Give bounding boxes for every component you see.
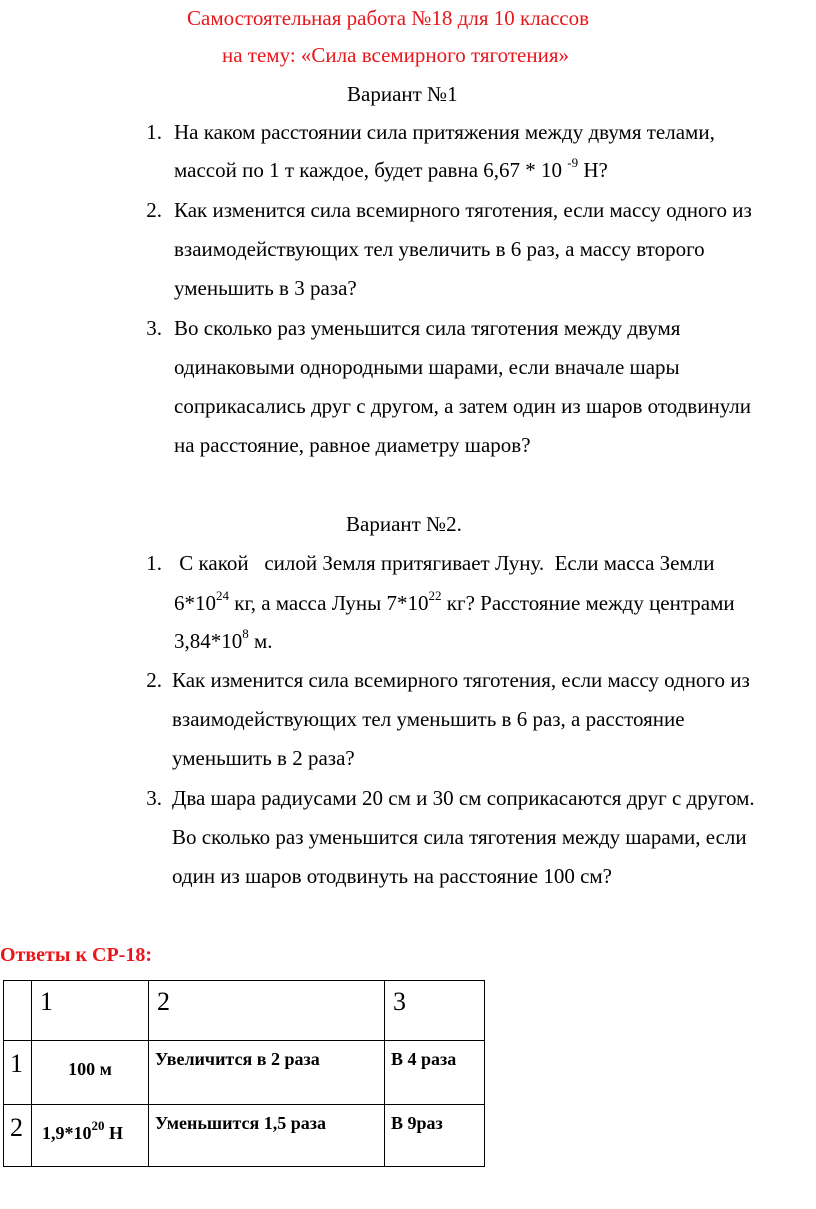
answer-text: 1,9*10 [42, 1123, 92, 1143]
question-line: взаимодействующих тел уменьшить в 6 раз, а расстояние [172, 707, 685, 731]
question-text: кг? Расстояние между центрами [441, 591, 735, 615]
question-line: взаимодействующих тел увеличить в 6 раз, а массу второго [174, 237, 705, 261]
question-line [174, 588, 735, 615]
variant-2-title: Вариант №2. [346, 512, 462, 536]
list-number: 1. [146, 551, 162, 575]
answer-cell: Увеличится в 2 раза [149, 1041, 385, 1105]
question-line: Как изменится сила всемирного тяготения, если массу одного из [174, 198, 752, 222]
answer-cell [32, 1105, 149, 1167]
question-text: Н? [578, 158, 608, 182]
table-header-cell: 3 [385, 981, 485, 1041]
question-text: 6*10 [174, 591, 216, 615]
question-text: массой по 1 т каждое, будет равна 6,67 * 10 [174, 158, 568, 182]
list-number: 2. [146, 198, 162, 222]
list-number: 1. [146, 120, 162, 144]
table-header-row [4, 981, 485, 1041]
table-row [4, 1105, 485, 1167]
question-line: Во сколько раз уменьшится сила тяготения между шарами, если [172, 825, 747, 849]
worksheet-title: Самостоятельная работа №18 для 10 классов [187, 6, 590, 30]
question-line: Во сколько раз уменьшится сила тяготения между двумя [174, 316, 681, 340]
worksheet-topic: на тему: «Сила всемирного тяготения» [222, 43, 570, 67]
question-text: 3,84*10 [174, 629, 243, 653]
row-label: 1 [4, 1041, 32, 1105]
answer-text: Н [104, 1123, 124, 1143]
exponent: 8 [242, 626, 249, 641]
question-text: м. [248, 629, 273, 653]
answers-heading: Ответы к СР-18: [0, 944, 153, 966]
table-header-cell: 2 [149, 981, 385, 1041]
exponent: 20 [91, 1118, 105, 1133]
question-line [174, 155, 608, 182]
question-line: уменьшить в 2 раза? [172, 746, 355, 770]
answer-cell: Уменьшится 1,5 раза [149, 1105, 385, 1167]
answer-cell: В 9раз [385, 1105, 485, 1167]
exponent: -9 [567, 155, 579, 170]
question-line: С какой силой Земля притягивает Луну. Если масса Земли [174, 551, 715, 575]
table-corner-cell [4, 981, 32, 1041]
question-line: На каком расстоянии сила притяжения между двумя телами, [174, 120, 715, 144]
question-line: соприкасались друг с другом, а затем один из шаров отодвинули [174, 394, 751, 418]
list-number: 2. [146, 668, 162, 692]
answer-cell: В 4 раза [385, 1041, 485, 1105]
question-text: кг, а масса Луны 7*10 [229, 591, 429, 615]
question-line: один из шаров отодвинуть на расстояние 100 см? [172, 864, 613, 888]
exponent: 22 [428, 588, 442, 603]
question-line: уменьшить в 3 раза? [174, 276, 357, 300]
list-number: 3. [146, 786, 162, 810]
question-line: Два шара радиусами 20 см и 30 см соприкасаются друг с другом. [172, 786, 755, 810]
variant-1-title: Вариант №1 [347, 82, 458, 106]
list-number: 3. [146, 316, 162, 340]
question-line: на расстояние, равное диаметру шаров? [174, 433, 531, 457]
exponent: 24 [216, 588, 229, 603]
answer-cell: 100 м [32, 1041, 149, 1105]
table-row [4, 1041, 485, 1105]
row-label: 2 [4, 1105, 32, 1167]
question-line: Как изменится сила всемирного тяготения, если массу одного из [172, 668, 750, 692]
question-line [174, 626, 273, 653]
table-header-cell: 1 [32, 981, 149, 1041]
question-line: одинаковыми однородными шарами, если вначале шары [174, 355, 680, 379]
answers-table [3, 980, 485, 1167]
